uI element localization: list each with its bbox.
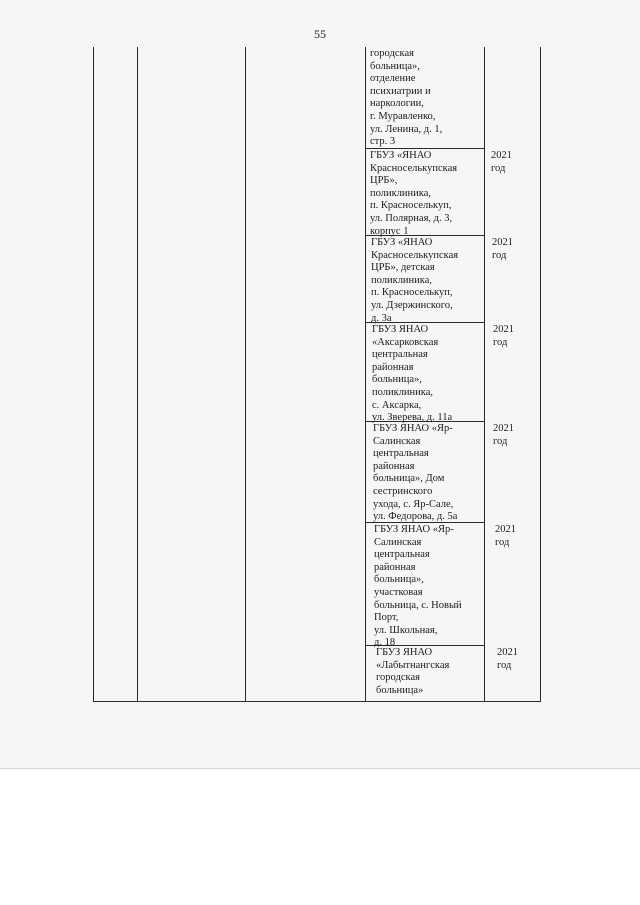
year-cell-4: 2021 год: [493, 324, 514, 348]
year-cell-2: 2021 год: [491, 150, 512, 174]
year-cell-7: 2021 год: [497, 647, 518, 671]
column-divider-2: [245, 47, 246, 701]
facility-cell-4: ГБУЗ ЯНАО «Аксарковская центральная районная больница», поликлиника, с. Аксарка, ул. Зверева, д. 11а: [372, 324, 453, 424]
facility-cell-7: ГБУЗ ЯНАО «Лабытнангская городская больница»: [376, 647, 450, 696]
page-number: 55: [314, 27, 326, 41]
facility-cell-5: ГБУЗ ЯНАО «Яр- Салинская центральная районная больница», Дом сестринского ухода, с. Яр-Сале, ул. Федорова, д. 5а: [373, 423, 458, 523]
year-cell-3: 2021 год: [492, 237, 513, 261]
column-divider-1: [137, 47, 138, 701]
facility-cell-6: ГБУЗ ЯНАО «Яр- Салинская центральная районная больница», участковая больница, с. Новый Порт, ул. Школьная, д. 18: [374, 524, 462, 649]
column-divider-3: [365, 47, 366, 701]
facility-cell-3: ГБУЗ «ЯНАО Красноселькупская ЦРБ», детская поликлиника, п. Красноселькуп, ул. Дзержинского, д. 3а: [371, 237, 459, 324]
year-cell-6: 2021 год: [495, 524, 516, 548]
year-cell-5: 2021 год: [493, 423, 514, 447]
facility-cell-2: ГБУЗ «ЯНАО Красноселькупская ЦРБ», поликлиника, п. Красноселькуп, ул. Полярная, д. 3, корпус 1: [370, 150, 458, 237]
facility-cell-1: городская больница», отделение психиатрии и наркологии, г. Муравленко, ул. Ленина, д. 1, стр. 3: [370, 48, 443, 148]
